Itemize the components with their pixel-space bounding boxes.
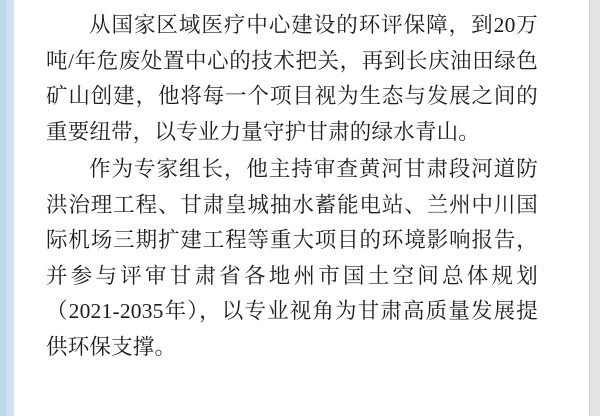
left-decorative-rail-accent <box>0 0 6 416</box>
paragraph-2: 作为专家组长，他主持审查黄河甘肃段河道防洪治理工程、甘肃皇城抽水蓄能电站、兰州中川国际机场三期扩建工程等重大项目的环境影响报告，并参与评审甘肃省各地州市国土空间总体规划（2021-2035年），以专业视角为甘肃高质量发展提供环保支撑。 <box>46 157 538 359</box>
right-page-edge-shade <box>590 0 600 416</box>
left-decorative-rail <box>0 0 14 416</box>
document-body <box>46 8 538 408</box>
paragraph-1: 从国家区域医疗中心建设的环评保障，到20万吨/年危废处置中心的技术把关，再到长庆油田绿色矿山创建，他将每一个项目视为生态与发展之间的重要纽带，以专业力量守护甘肃的绿水青山。 <box>46 13 538 144</box>
